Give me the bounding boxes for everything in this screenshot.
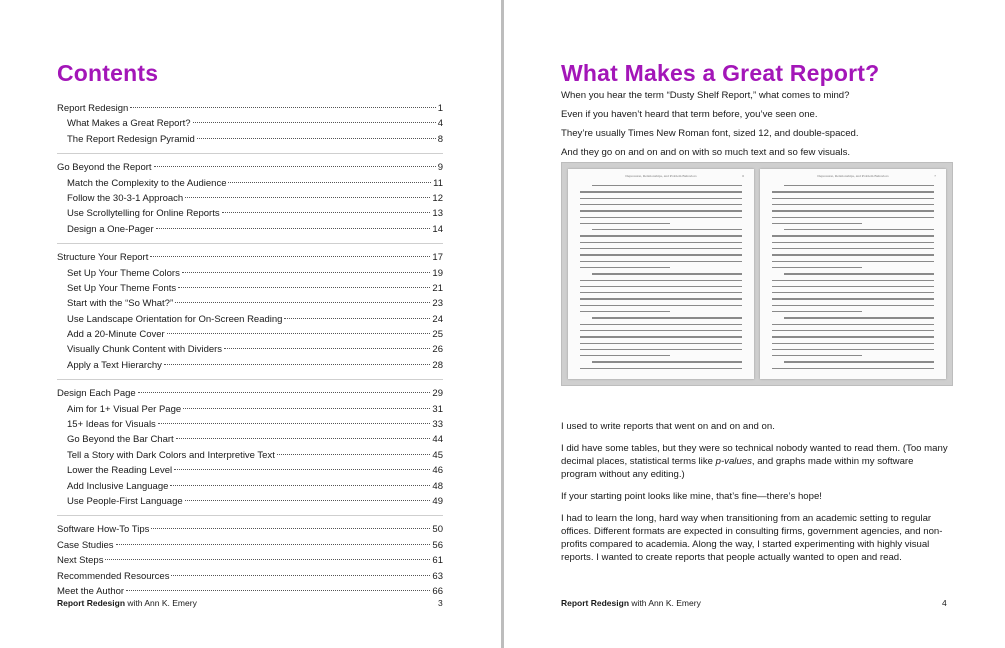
intro-line: And they go on and on and on with so much text and so few visuals. (561, 147, 851, 158)
toc-entry-title: Design Each Page (57, 388, 136, 400)
report-text-line (580, 210, 742, 211)
dusty-report-image (561, 162, 953, 386)
report-text-line (580, 368, 742, 369)
report-text-line (772, 242, 934, 243)
toc-entry[interactable] (57, 538, 443, 553)
right-page-number: 4 (942, 598, 947, 608)
report-text-line (580, 254, 742, 255)
report-text-line (772, 311, 862, 312)
report-text-line (772, 198, 934, 199)
report-text-line (772, 349, 934, 350)
report-text-line (772, 267, 862, 268)
report-text-line (772, 204, 934, 205)
report-text-line (592, 185, 742, 186)
report-text-line (592, 229, 742, 230)
report-text-line (580, 355, 670, 356)
toc-page-number: 19 (432, 267, 443, 279)
body-paragraph: I used to write reports that went on and on and on. (561, 421, 775, 432)
toc-section (57, 386, 443, 509)
report-text-line (772, 343, 934, 344)
report-text-line (592, 317, 742, 318)
toc-entry-title: Software How-To Tips (57, 524, 150, 536)
report-text-line (592, 273, 742, 274)
toc-leader-dots (151, 528, 430, 529)
report-text-line (772, 235, 934, 236)
report-text-line (580, 305, 742, 306)
toc-leader-dots (182, 272, 431, 273)
toc-subentry[interactable] (57, 191, 443, 206)
toc-entry-title: Add Inclusive Language (67, 480, 169, 492)
toc-leader-dots (277, 454, 431, 455)
report-text-line (580, 261, 742, 262)
toc-page-number: 28 (432, 359, 443, 371)
report-text-line (784, 185, 934, 186)
toc-entry-title: What Makes a Great Report? (67, 118, 191, 130)
toc-subentry[interactable] (57, 402, 443, 417)
toc-section (57, 538, 443, 553)
toc-page-number: 23 (432, 298, 443, 310)
report-text-line (580, 267, 670, 268)
report-text-line (580, 336, 742, 337)
toc-page-number: 12 (432, 192, 443, 204)
toc-entry-title: Set Up Your Theme Fonts (67, 282, 177, 294)
toc-subentry[interactable] (57, 132, 443, 147)
toc-page-number: 11 (433, 177, 443, 189)
report-text-line (580, 242, 742, 243)
toc-divider (57, 153, 443, 154)
toc-entry-title: Aim for 1+ Visual Per Page (67, 403, 182, 415)
toc-leader-dots (138, 392, 431, 393)
report-text-line (580, 280, 742, 281)
section-heading: What Makes a Great Report? (561, 60, 880, 86)
toc-entry-title: Set Up Your Theme Colors (67, 267, 180, 279)
report-text-line (772, 191, 934, 192)
toc-leader-dots (185, 197, 430, 198)
toc-page-number: 1 (437, 103, 443, 114)
toc-subentry[interactable] (57, 206, 443, 221)
toc-subentry[interactable] (57, 479, 443, 494)
report-text-line (580, 343, 742, 344)
toc-subentry[interactable] (57, 281, 443, 296)
toc-page-number: 26 (432, 344, 443, 356)
toc-entry-title: Start with the “So What?” (67, 298, 174, 310)
footer-book-title: Report Redesign (57, 598, 126, 608)
toc-section (57, 553, 443, 568)
toc-subentry[interactable] (57, 116, 443, 131)
toc-page-number: 56 (432, 539, 443, 551)
report-text-line (580, 292, 742, 293)
report-text-line (772, 254, 934, 255)
toc-leader-dots (222, 212, 431, 213)
toc-page-number: 8 (437, 133, 443, 145)
toc-section (57, 101, 443, 147)
toc-page-number: 63 (432, 570, 443, 582)
toc-page-number: 50 (432, 524, 443, 536)
report-text-line (784, 229, 934, 230)
toc-page-number: 24 (432, 313, 443, 325)
report-text-line (772, 330, 934, 331)
toc-leader-dots (228, 182, 431, 183)
report-text-line (580, 324, 742, 325)
toc-entry-title: Report Redesign (57, 103, 129, 114)
toc-page-number: 4 (437, 118, 443, 130)
toc-entry-title: Next Steps (57, 555, 104, 567)
toc-entry-title: Add a 20-Minute Cover (67, 329, 165, 341)
toc-leader-dots (164, 364, 431, 365)
footer-author: with Ann K. Emery (125, 598, 197, 608)
toc-subentry[interactable] (57, 296, 443, 311)
right-page (504, 0, 1005, 648)
body-text (561, 420, 951, 573)
report-text-line (772, 324, 934, 325)
report-text-line (772, 336, 934, 337)
toc-leader-dots (183, 408, 430, 409)
contents-heading: Contents (57, 60, 159, 86)
toc-entry-title: Go Beyond the Report (57, 162, 152, 174)
report-page-right (760, 169, 946, 379)
toc-page-number: 33 (432, 419, 443, 431)
toc-entry-title: Tell a Story with Dark Colors and Interpretive Text (67, 449, 275, 461)
toc-leader-dots (185, 500, 431, 501)
toc-section (57, 522, 443, 537)
right-footer (561, 598, 701, 608)
footer-book-title: Report Redesign (561, 598, 630, 608)
toc-entry-title: Visually Chunk Content with Dividers (67, 344, 223, 356)
toc-entry-title: Design a One-Pager (67, 223, 154, 235)
emphasis-text: p-values (715, 456, 752, 467)
toc-leader-dots (154, 166, 436, 167)
report-text-line (772, 280, 934, 281)
toc-page-number: 61 (432, 555, 443, 567)
toc-subentry[interactable] (57, 222, 443, 237)
report-text-line (580, 198, 742, 199)
toc-subentry[interactable] (57, 448, 443, 463)
toc-leader-dots (284, 318, 430, 319)
toc-entry-title: Match the Complexity to the Audience (67, 177, 227, 189)
toc-leader-dots (174, 469, 430, 470)
toc-leader-dots (156, 228, 431, 229)
toc-leader-dots (197, 138, 436, 139)
body-paragraph: If your starting point looks like mine, that’s fine—there’s hope! (561, 491, 822, 502)
toc-leader-dots (170, 485, 430, 486)
body-paragraph: I had to learn the long, hard way when transitioning from an academic setting to regular offices. Different formats are expected in consulting firms, government agencies, and non-profits compared to academia. Along the way, I started experimenting with highly visual reports. I wanted to create reports that people actually wanted to open and read. (561, 513, 943, 563)
toc-leader-dots (158, 423, 431, 424)
intro-line: Even if you haven’t heard that term before, you’ve seen one. (561, 109, 818, 120)
report-text-line (772, 223, 862, 224)
body-paragraph (561, 442, 951, 481)
report-text-line (580, 298, 742, 299)
left-page (0, 0, 501, 648)
toc-entry-title: Follow the 30-3-1 Approach (67, 192, 184, 204)
toc-divider (57, 379, 443, 380)
left-footer (57, 598, 197, 608)
toc-leader-dots (193, 122, 436, 123)
toc-entry[interactable] (57, 522, 443, 537)
toc-leader-dots (130, 107, 435, 108)
report-page-left (568, 169, 754, 379)
report-text-line (580, 349, 742, 350)
report-text-line (772, 305, 934, 306)
toc-entry-title: Apply a Text Hierarchy (67, 359, 162, 371)
toc-subentry[interactable] (57, 312, 443, 327)
report-text-line (772, 217, 934, 218)
report-text-line (772, 292, 934, 293)
toc-subentry[interactable] (57, 342, 443, 357)
toc-leader-dots (175, 302, 430, 303)
toc-entry[interactable] (57, 250, 443, 265)
toc-entry-title: Structure Your Report (57, 252, 149, 264)
toc-page-number: 46 (432, 465, 443, 477)
toc-subentry[interactable] (57, 463, 443, 478)
toc-entry-title: Lower the Reading Level (67, 465, 173, 477)
intro-text (561, 89, 951, 165)
toc-entry-title: Recommended Resources (57, 570, 170, 582)
table-of-contents (57, 101, 443, 599)
toc-subentry[interactable] (57, 432, 443, 447)
toc-page-number: 31 (432, 403, 443, 415)
toc-page-number: 25 (432, 329, 443, 341)
report-text-line (580, 223, 670, 224)
toc-entry-title: Use Landscape Orientation for On-Screen Reading (67, 313, 283, 325)
report-page-number: 6 (742, 174, 744, 178)
running-head: Depression, Relationships, and Problem Behaviors (817, 174, 889, 178)
footer-author: with Ann K. Emery (629, 598, 701, 608)
toc-leader-dots (176, 438, 431, 439)
intro-line: When you hear the term “Dusty Shelf Report,” what comes to mind? (561, 90, 850, 101)
toc-subentry[interactable] (57, 266, 443, 281)
toc-entry-title: Use People-First Language (67, 495, 183, 507)
report-text-line (772, 286, 934, 287)
toc-divider (57, 515, 443, 516)
toc-page-number: 17 (432, 252, 443, 264)
toc-entry[interactable] (57, 386, 443, 401)
report-text-line (580, 217, 742, 218)
toc-page-number: 21 (432, 282, 443, 294)
toc-page-number: 29 (432, 388, 443, 400)
toc-page-number: 48 (432, 480, 443, 492)
report-text-line (580, 311, 670, 312)
toc-leader-dots (167, 333, 431, 334)
toc-entry-title: The Report Redesign Pyramid (67, 133, 195, 145)
report-text-line (784, 317, 934, 318)
running-head: Depression, Relationships, and Problem Behaviors (625, 174, 697, 178)
toc-page-number: 13 (432, 208, 443, 220)
toc-subentry[interactable] (57, 494, 443, 509)
report-text-line (580, 191, 742, 192)
toc-page-number: 44 (432, 434, 443, 446)
report-text-line (772, 248, 934, 249)
intro-line: They’re usually Times New Roman font, sized 12, and double-spaced. (561, 128, 859, 139)
toc-entry-title: Meet the Author (57, 585, 125, 597)
toc-subentry[interactable] (57, 327, 443, 342)
toc-entry-title: Go Beyond the Bar Chart (67, 434, 174, 446)
report-text-line (580, 248, 742, 249)
toc-entry[interactable] (57, 569, 443, 584)
toc-section (57, 250, 443, 373)
toc-leader-dots (150, 256, 430, 257)
report-text-line (784, 361, 934, 362)
report-text-line (784, 273, 934, 274)
toc-entry[interactable] (57, 553, 443, 568)
report-text-line (772, 368, 934, 369)
report-text-line (772, 298, 934, 299)
report-text-line (772, 261, 934, 262)
toc-leader-dots (126, 590, 430, 591)
report-text-line (580, 330, 742, 331)
report-text-line (592, 361, 742, 362)
toc-entry[interactable] (57, 101, 443, 116)
toc-entry-title: Use Scrollytelling for Online Reports (67, 208, 220, 220)
toc-section (57, 160, 443, 237)
toc-leader-dots (105, 559, 430, 560)
toc-leader-dots (116, 544, 431, 545)
report-text-line (580, 204, 742, 205)
body-text-span: I did have some tables, but they were so technical nobody wanted to read them. (Too many decimal places, statistical terms like (561, 443, 948, 467)
toc-divider (57, 243, 443, 244)
toc-entry[interactable] (57, 160, 443, 175)
report-text-line (772, 355, 862, 356)
toc-page-number: 9 (437, 162, 443, 174)
toc-entry-title: Case Studies (57, 539, 114, 551)
report-text-line (580, 286, 742, 287)
toc-leader-dots (178, 287, 430, 288)
toc-page-number: 45 (432, 449, 443, 461)
toc-subentry[interactable] (57, 176, 443, 191)
toc-entry-title: 15+ Ideas for Visuals (67, 419, 156, 431)
toc-subentry[interactable] (57, 417, 443, 432)
toc-page-number: 49 (432, 495, 443, 507)
toc-subentry[interactable] (57, 358, 443, 373)
toc-leader-dots (224, 348, 430, 349)
toc-page-number: 14 (432, 223, 443, 235)
report-page-number: 7 (934, 174, 936, 178)
toc-page-number: 66 (432, 585, 443, 597)
toc-section (57, 569, 443, 584)
report-text-line (772, 210, 934, 211)
body-text-span: , and graphs made within my software program without any editing.) (561, 456, 914, 480)
left-page-number: 3 (438, 598, 443, 608)
toc-leader-dots (171, 575, 430, 576)
report-text-line (580, 235, 742, 236)
